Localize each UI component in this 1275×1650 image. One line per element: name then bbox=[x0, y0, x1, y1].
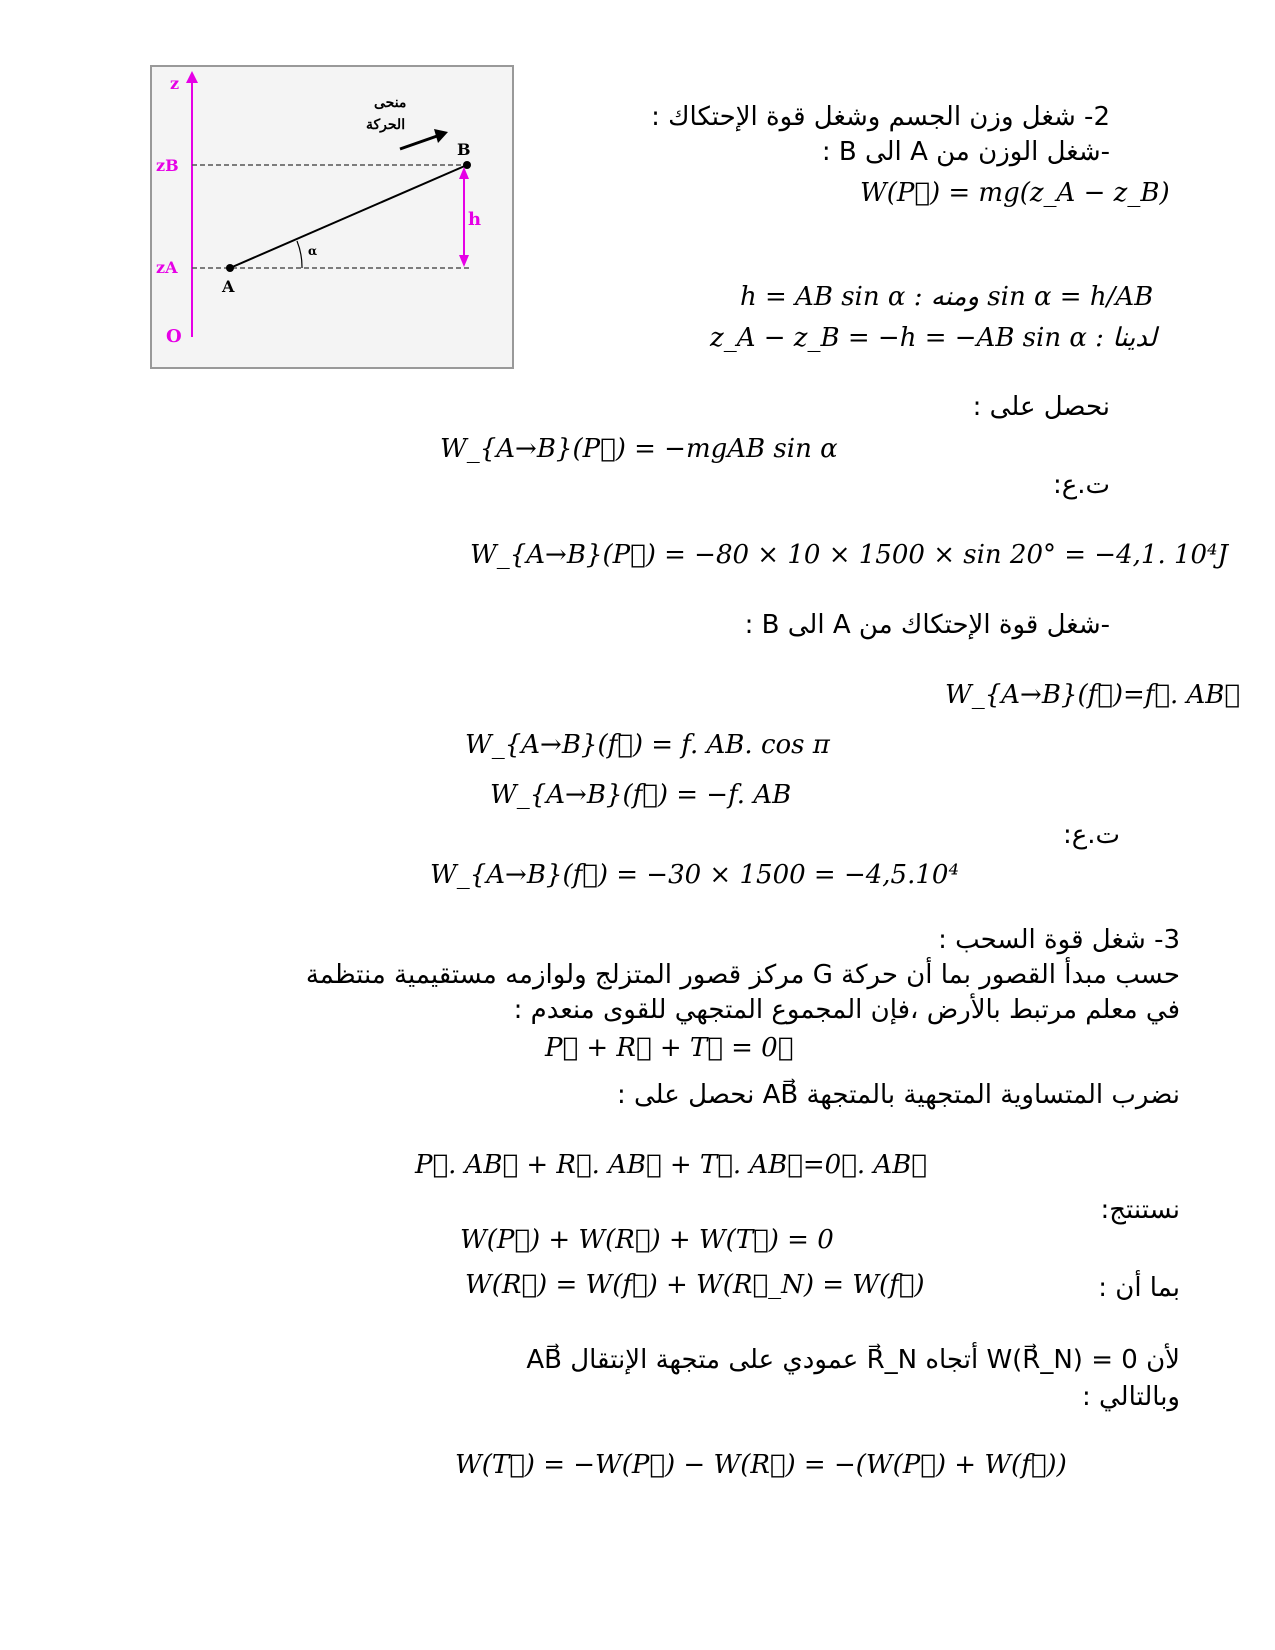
numeric-label-2: ت.ع: bbox=[1062, 820, 1120, 850]
part3-line2: في معلم مرتبط بالأرض ،فإن المجموع المتجهي للقوى منعدم : bbox=[513, 995, 1180, 1025]
incline-line bbox=[230, 165, 467, 268]
friction-heading: -شغل قوة الإحتكاك من A الى B : bbox=[744, 610, 1110, 640]
eq-work-ab: W_{A→B}(P⃗) = −mgAB sin α bbox=[440, 434, 838, 464]
therefore-label: وبالتالي : bbox=[1081, 1382, 1180, 1412]
zb-label: zB bbox=[156, 156, 179, 175]
we-get-label: نحصل على : bbox=[972, 392, 1110, 422]
eq-friction-result: W_{A→B}(f⃗) = −f. AB bbox=[490, 780, 792, 810]
eq-final: W(T⃗) = −W(P⃗) − W(R⃗) = −(W(P⃗) + W(f⃗)) bbox=[455, 1450, 1067, 1480]
eq-friction-cos: W_{A→B}(f⃗) = f. AB. cos π bbox=[465, 730, 830, 760]
eq-r: W(R⃗) = W(f⃗) + W(R⃗_N) = W(f⃗) bbox=[465, 1270, 925, 1300]
z-axis-arrow-icon bbox=[186, 71, 198, 83]
eq-dot: P⃗. AB⃗ + R⃗. AB⃗ + T⃗. AB⃗=0⃗. AB⃗ bbox=[415, 1150, 927, 1180]
because-line: لأن W(R⃗_N) = 0 أتجاه R⃗_N عمودي على متجهة الإنتقال AB⃗ bbox=[526, 1345, 1180, 1375]
part2-title: 2- شغل وزن الجسم وشغل قوة الإحتكاك : bbox=[651, 102, 1110, 132]
eq-friction-def: W_{A→B}(f⃗)=f⃗. AB⃗ bbox=[945, 680, 1241, 710]
eq-work-weight: W(P⃗) = mg(z_A − z_B) bbox=[860, 178, 1170, 208]
inclined-plane-figure bbox=[150, 65, 514, 369]
eq-numeric: W_{A→B}(P⃗) = −80 × 10 × 1500 × sin 20° = −4,1. 10⁴J bbox=[470, 540, 1228, 570]
eq-works-sum: W(P⃗) + W(R⃗) + W(T⃗) = 0 bbox=[460, 1225, 834, 1255]
direction-arrow-line bbox=[400, 135, 440, 149]
angle-label: α bbox=[308, 244, 318, 258]
inclined-plane-diagram bbox=[152, 67, 512, 367]
numeric-label: ت.ع: bbox=[1052, 470, 1110, 500]
eq-sin-then: h = AB sin α : ومنه sin α = h/AB bbox=[740, 282, 1154, 312]
part3-line1: حسب مبدأ القصور بما أن حركة G مركز قصور المتزلج ولوازمه مستقيمية منتظمة bbox=[305, 960, 1180, 990]
deduce-label: نستنتج: bbox=[1100, 1195, 1180, 1225]
part3-title: 3- شغل قوة السحب : bbox=[938, 925, 1180, 955]
direction-arrow-icon bbox=[434, 129, 448, 143]
direction-label-2: الحركة bbox=[366, 117, 406, 133]
since-label: بما أن : bbox=[1098, 1273, 1180, 1303]
multiply-line: نضرب المتساوية المتجهية بالمتجهة AB⃗ نحصل على : bbox=[616, 1080, 1180, 1110]
point-a-marker bbox=[226, 264, 234, 272]
angle-arc bbox=[297, 241, 302, 268]
z-axis-label: z bbox=[170, 74, 180, 93]
eq-we-have: z_A − z_B = −h = −AB sin α : لدينا bbox=[710, 323, 1157, 353]
eq-friction-numeric: W_{A→B}(f⃗) = −30 × 1500 = −4,5.10⁴ bbox=[430, 860, 959, 890]
eq-sum: P⃗ + R⃗ + T⃗ = 0⃗ bbox=[545, 1033, 794, 1063]
weight-heading: -شغل الوزن من A الى B : bbox=[821, 137, 1110, 167]
direction-label-1: منحى bbox=[374, 95, 407, 111]
za-label: zA bbox=[156, 258, 178, 277]
height-arrow-down-icon bbox=[459, 255, 469, 267]
point-b-label: B bbox=[457, 140, 471, 159]
origin-label: O bbox=[166, 326, 182, 347]
height-label: h bbox=[468, 209, 482, 230]
point-a-label: A bbox=[222, 277, 235, 296]
